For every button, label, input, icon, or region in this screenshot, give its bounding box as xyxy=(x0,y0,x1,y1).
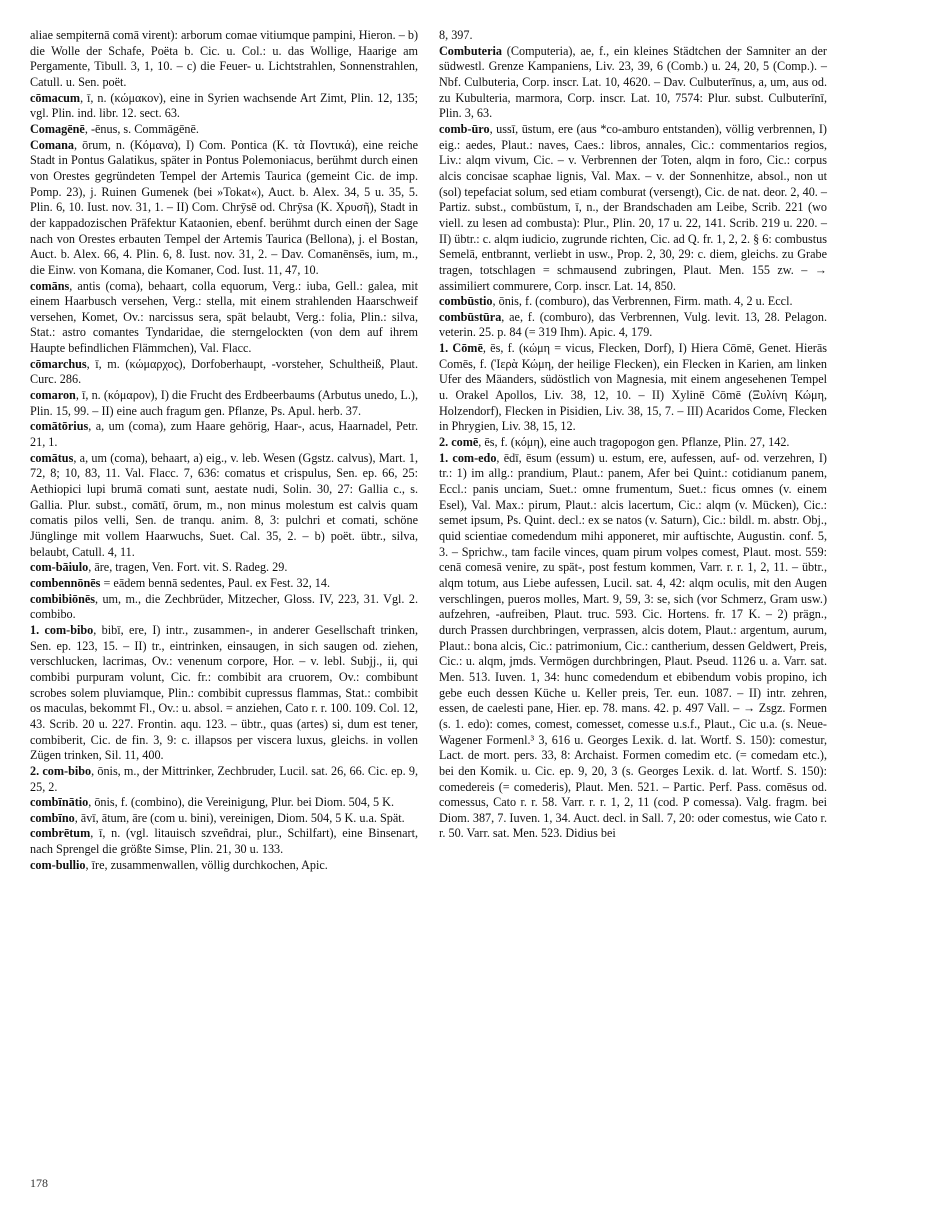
entry-headword: comātus xyxy=(30,450,74,465)
entry-headword: combīno xyxy=(30,810,75,825)
entry-text: , ae, f. (comburo), das Verbrennen, Vulg. levit. 13, 28. Pelagon. veterin. 25. p. 84 (= 319 Ihm). Apic. 4, 179. xyxy=(439,309,827,340)
dictionary-entry xyxy=(30,91,418,122)
entry-text: , āre, tragen, Ven. Fort. vit. S. Radeg. 29. xyxy=(88,560,288,575)
entry-headword: cōmacum xyxy=(30,90,81,105)
dictionary-page xyxy=(30,28,910,1178)
entry-text: aliae sempiternā comā virent): arborum comae vitiumque pampini, Hieron. – b) die Wolle der Schafe, Poëta b. Cic. u. Col.: u. das Wollige, Haarige am Pergamente, Tibull. 3, 1, 10. – c) die Feuer- u. Lichtstrahlen, Sonnenstrahlen, Catull. u. Sen. poët. xyxy=(30,28,418,89)
entry-headword: comaron xyxy=(30,388,76,403)
entry-text: , ī, n. (κόμαρον), I) die Frucht des Erdbeerbaums (Arbutus unedo, L.), Plin. 15, 99. – II) eine auch fragum gen. Pflanze, Ps. Apul. herb. 37. xyxy=(30,388,418,418)
entry-headword: comātōrius xyxy=(30,419,89,434)
dictionary-entry xyxy=(439,44,827,122)
entry-headword: combūstūra xyxy=(439,309,502,324)
entry-text: , ēdī, ēsum (essum) u. estum, ere, aufessen, auf- od. verzehren, I) tr.: 1) im allg.: prandium, Plaut.: panem, Afer bei Quint.: cotidianum panem, Eccl.: panis unciam, Suet.: omne frumentum, Suet.: ficus omnes (v. einem Esel), Val. Max.: pirum, Plaut.: alcis lacertum, Cic.: alqm (v. Mücken), Cic.: semet ipsum, Ps. Quint. decl.: ex se natos (v. Saturn), Cic.: bildl. m. abstr. Obj., quid scientiae comedendum mihi apponeret, mir auftischte, Augustin. conf. 5, 3. – Sprichw., tam facile vinces, quam pirum volpes comest, Plaut. most. 559: cenā comesā venire, zu spät-, post festum kommen, Varr. r. r. 1, 2, 11. – übtr., alqm totum, aus Liebe aufessen, Lucil. sat. 4, 42: alqm oculis, mit den Augen verschlingen, pueros molles, Mart. 9, 59, 3: se, sich (vor Schmerz, Gram usw.) aufzehren, -aufreiben, Plaut. truc. 593. Cic. Hortens. fr. 17 K. – 2) prägn., durch Prassen durchbringen, verprassen, alcis dotem, Plaut.: argentum, aurum, Plaut.: bona alcis, Cic.: patrimonium, Cic.: cantherium, dessen Geldwert, Preis, Cic.: u. alqm, jmds. Vermögen durchbringen, Plaut. Pseud. 1126 u. a. Varr. sat. Men. 513. Iuven. 1, 34: hunc comedendum et ebibendum vobis propino, ich gebe euch dessen Küche u. Keller preis, Ter. eun. 1087. – II) intr. zehren, essen, de caelesti pane, Hier. ep. 78. mans. 42. p. 497 Vall. – → Zsgz. Formen (s. 1. edo): comes, comest, comesset, comesse u.s.f., Plaut., Cic u.a. (s. Neue-Wagener Formenl.³ 3, 616 u. Georges Lexik. d. lat. Wortf. S. 150): comestur, Lact. de mort. pers. 33, 8: Archaist. Formen comedim etc. (= comedam etc.), bei den Komik. u. Cic. ep. 9, 20, 3 (s. Georges Lexik. d. lat. Wortf. S. 150): comedereis (= comederis), Plaut. Men. 521. – Partic. Perf. Pass. comēsus od. comessus, Cato r. r. 58. Varr. r. r. 1, 2, 11 (cod. P comessa). Valg. fragm. bei Diom. 387, 7. Iuven. 1, 34. Auct. decl. in Sall. 7, 20: oder comestus, wie Cato r. r. 50. Varr. sat. Men. 523. Didius bei xyxy=(439,450,827,841)
entry-text: , āvī, ātum, āre (com u. bini), vereinigen, Diom. 504, 5 K. u.a. Spät. xyxy=(74,810,405,825)
entry-headword: com-bāiulo xyxy=(30,560,89,575)
dictionary-entry xyxy=(30,279,418,357)
page-number: 178 xyxy=(30,1176,48,1190)
dictionary-entry xyxy=(439,341,827,435)
entry-headword: Comagēnē xyxy=(30,121,85,136)
entry-text: 8, 397. xyxy=(439,28,473,42)
entry-headword: combūstio xyxy=(439,294,493,309)
entry-text: , ōrum, n. (Κόμανα), I) Com. Pontica (K. τὰ Ποντικά), eine reiche Stadt in Pontus Galatikus, später in Pontus Polemoniacus, berühmt durch einen von Orestes gegründeten Tempel der Artemis Taurica (gemeint Cic. de imp. Pomp. 23), j. Ruinen Gumenek (bei »Tokat«), Auct. b. Alex. 34, 5 u. 35, 5. Plin. 6, 10. Iust. nov. 31, 1. – II) Com. Chrȳsē od. Chrȳsa (K. Χρυσῆ), Stadt in der kappadozischen Präfektur Kataonien, ebenf. berühmt durch einen der Sage nach von Orestes erbauten Tempel der Artemis Taurica (Bellona), j. el Bostan, Auct. b. Alex. 66, 4. Plin. 6, 8. Iust. nov. 31, 2. – Dav. Comanēnsēs, ium, m., die Einw. von Komana, die Komaner, Cod. Iust. 11, 47, 10. xyxy=(30,137,418,277)
dictionary-entry xyxy=(439,451,827,842)
entry-text: , ōnis, f. (combino), die Vereinigung, Plur. bei Diom. 504, 5 K. xyxy=(88,795,395,810)
entry-headword: comāns xyxy=(30,278,70,293)
dictionary-entry xyxy=(30,795,418,811)
entry-headword: 2. com-bibo xyxy=(30,763,92,778)
dictionary-entry xyxy=(30,560,418,576)
entry-text: , a, um (coma), zum Haare gehörig, Haar-, acus, Haarnadel, Petr. 21, 1. xyxy=(30,419,418,450)
dictionary-entry xyxy=(30,357,418,388)
entry-text: , ussī, ūstum, ere (aus *co-amburo entstanden), völlig verbrennen, I) eig.: aedes, Plaut.: naves, Caes.: libros, annales, Cic.: commentarios regios, Liv.: alqm vivum, Cic. – v. Verbrennen der Toten, alqm in foro, Cic.: corpus alcis concisae scaphae lignis, Val. Max. – v. der Sonnenhitze, absol., non ut (sol) tepefaciat solum, sed etiam comburat (versengt), Cic. de nat. deor. 2, 40. – Partiz. subst., combūstum, ī, n., der Brandschaden am Leibe, Scrib. 221 (wo viell. zu lesen ad combusta): Plur., Plin. 20, 17 u. 22, 141. Scrib. 219 u. 220. – II) übtr.: c. alqm iudicio, zugrunde richten, Cic. ad Q. fr. 1, 2, 2. § 6: combustus Semelā, entbrannt, verliebt in usw., Prop. 2, 30, 29: c. diem, gleichs. zu Grabe tragen, totschlagen = schmausend zubringen, Plaut. Men. 155 zw. – → assimiliert commurere, Corp. inscr. Lat. 14, 850. xyxy=(439,121,827,293)
entry-text: , a, um (coma), behaart, a) eig., v. leb. Wesen (Ggstz. calvus), Mart. 1, 72, 8; 10, 83, 11. Val. Flacc. 7, 636: comatus et crispulus, Sen. ep. 66, 25: Aethiopici lupi brumā comati sunt, aestate nudi, Solin. 30, 27: Gallia c., s. Gallia. Plur. subst., comātī, ōrum, m., non minus molestum est calvis quam comatis pilos velli, Sen. de tranqu. anim. 8, 3: pulchri et comati, schöne Jünglinge mit vollem Haarwuchs, Suet. Cal. 35, 2. – b) poët. übtr., silva, belaubt, Catull. 4, 11. xyxy=(30,450,418,559)
entry-text: , ī, n. (κώμακον), eine in Syrien wachsende Art Zimt, Plin. 12, 135; vgl. Plin. ind. libr. 12. sect. 63. xyxy=(30,90,418,121)
entry-headword: com-bullio xyxy=(30,857,86,872)
right-column xyxy=(439,28,827,842)
dictionary-entry xyxy=(30,592,418,623)
dictionary-entry xyxy=(30,138,418,279)
entry-text: , ī, m. (κώμαρχος), Dorfoberhaupt, -vorsteher, Schultheiß, Plaut. Curc. 286. xyxy=(30,356,418,387)
dictionary-entry xyxy=(439,28,827,44)
entry-headword: combennōnēs xyxy=(30,575,101,590)
entry-text: , antis (coma), behaart, colla equorum, Verg.: iuba, Gell.: galea, mit einem Haarbusch versehen, Verg.: stella, mit einem strahlenden Haarschweif versehen, Komet, Ov.: narcissus sera, spät belaubt, Verg.: folia, Plin.: silva, Stat.: astro comantes Tyndaridae, die sterngelockten (von dem auf ihrem Haupte befindlichen Flämmchen), Val. Flacc. xyxy=(30,278,418,356)
entry-text: , īre, zusammenwallen, völlig durchkochen, Apic. xyxy=(85,857,328,872)
dictionary-entry xyxy=(439,310,827,341)
entry-headword: 1. com-edo xyxy=(439,450,497,465)
dictionary-entry xyxy=(30,623,418,764)
dictionary-entry xyxy=(30,122,418,138)
entry-headword: Combuteria xyxy=(439,43,502,58)
entry-text: , ī, n. (vgl. litauisch szveñdrai, plur., Schilfart), eine Binsenart, nach Sprengel die größte Simse, Plin. 21, 30 u. 133. xyxy=(30,826,418,857)
dictionary-entry xyxy=(439,435,827,451)
dictionary-entry xyxy=(30,388,418,419)
entry-headword: comb-ūro xyxy=(439,121,490,136)
dictionary-entry xyxy=(30,451,418,561)
entry-headword: combrētum xyxy=(30,826,91,841)
entry-headword: 1. com-bibo xyxy=(30,622,94,637)
left-column xyxy=(30,28,418,873)
dictionary-entry xyxy=(30,576,418,592)
entry-headword: combibiōnēs xyxy=(30,591,96,606)
entry-text: , -ēnus, s. Commāgēnē. xyxy=(84,121,199,136)
entry-text: , ōnis, f. (comburo), das Verbrennen, Firm. math. 4, 2 u. Eccl. xyxy=(492,294,793,309)
dictionary-entry xyxy=(439,122,827,294)
entry-text: , ēs, f. (κόμη), eine auch tragopogon gen. Pflanze, Plin. 27, 142. xyxy=(478,435,790,450)
entry-text: , ēs, f. (κώμη = vicus, Flecken, Dorf), I) Hiera Cōmē, Genet. Hierās Comēs, f. (Ἱερὰ Κώμη, der heilige Flecken), ein Flecken in Karien, am linken Ufer des Mäanders, südöstlich von Magnesia, mit einem angesehenen Tempel u. Orakel Apollos, Liv. 38, 12, 10. – II) Xylinē Cōmē (Ξυλίνη Κώμη, Holzendorf), Flecken in Pisidien, Liv. 38, 15, 7. – III) Acaridos Come, Flecken in Phrygien, Liv. 38, 15, 12. xyxy=(439,341,827,434)
entry-text: , ōnis, m., der Mittrinker, Zechbruder, Lucil. sat. 26, 66. Cic. ep. 9, 25, 2. xyxy=(30,763,419,794)
dictionary-entry xyxy=(30,419,418,450)
dictionary-entry xyxy=(30,826,418,857)
dictionary-entry xyxy=(30,764,418,795)
dictionary-entry xyxy=(30,858,418,874)
dictionary-entry xyxy=(439,294,827,310)
entry-text: (Computeria), ae, f., ein kleines Städtchen der Samniter an der südwestl. Grenze Kampaniens, Liv. 23, 39, 6 (Comb.) u. 24, 20, 5 (Comp.). – Nbf. Culbuteria, Corp. inscr. Lat. 10, 4620. – Dav. Culbuterīnus, a, um, aus od. zu Kubulteria, marmora, Corp. inscr. Lat. 10, 7574: Plur. subst. Culbuterīnī, Plin. 3, 63. xyxy=(439,43,827,121)
entry-headword: cōmarchus xyxy=(30,356,87,371)
entry-headword: 1. Cōmē xyxy=(439,341,483,356)
dictionary-entry xyxy=(30,811,418,827)
entry-headword: Comana xyxy=(30,137,75,152)
entry-text: , um, m., die Zechbrüder, Mitzecher, Gloss. IV, 223, 31. Vgl. 2. combibo. xyxy=(30,591,418,622)
dictionary-entry xyxy=(30,28,418,91)
entry-headword: combīnātio xyxy=(30,795,89,810)
entry-headword: 2. comē xyxy=(439,435,479,450)
entry-text: = eādem bennā sedentes, Paul. ex Fest. 32, 14. xyxy=(100,575,331,590)
entry-text: , bibī, ere, I) intr., zusammen-, in anderer Gesellschaft trinken, Sen. ep. 123, 15. – II) tr., eintrinken, einsaugen, in sich saugen od. ziehen, verschlucken, lacrimas, Ov.: venenum corpore, Hor. – v. lebl. Subjj., ii, qui combibi purpuram volunt, Cic. fr.: combibit ara cruorem, Ov.: combibunt scrobes solem pluviamque, Plin.: combibit cupressus flammas, Stat.: combibit os maculas, bekommt Fl., Ov.: u. absol. = anziehen, Cato r. r. 100. 109. Col. 12, 43. Scrib. 20 u. 227. Frontin. aqu. 123. – übtr., quas (artes) si, dum est tener, combiberit, Cic. de fin. 3, 9: c. illapsos per viscera luxus, gleichs. in vollen Zügen trinken, Sil. 11, 400. xyxy=(30,622,419,763)
